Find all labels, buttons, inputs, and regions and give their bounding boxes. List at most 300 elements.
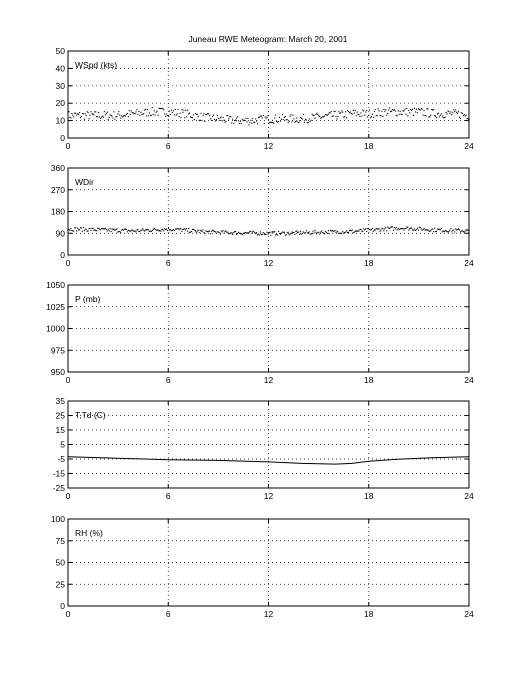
wspd-point xyxy=(243,120,244,121)
wspd-point xyxy=(270,122,271,123)
wspd-point xyxy=(321,117,322,118)
wdir-point xyxy=(423,229,424,230)
wdir-point xyxy=(206,231,207,232)
wspd-point xyxy=(146,115,147,116)
wspd-point xyxy=(446,113,447,114)
wspd-point xyxy=(382,116,383,117)
wdir-point xyxy=(215,231,216,232)
wspd-point xyxy=(129,110,130,111)
wspd-point xyxy=(361,115,362,116)
wspd-point xyxy=(365,112,366,113)
wdir-point xyxy=(159,230,160,231)
wspd-point xyxy=(356,115,357,116)
wdir-point xyxy=(162,229,163,230)
wspd-point xyxy=(109,117,110,118)
wspd-point xyxy=(381,111,382,112)
wspd-point xyxy=(249,122,250,123)
wdir-point xyxy=(309,231,310,232)
wspd-point xyxy=(262,117,263,118)
wspd-point xyxy=(355,110,356,111)
wspd-point xyxy=(202,115,203,116)
wspd-point xyxy=(317,114,318,115)
wspd-point xyxy=(295,121,296,122)
wspd-point xyxy=(203,113,204,114)
wspd-point xyxy=(122,116,123,117)
wdir-point xyxy=(368,228,369,229)
wspd-point xyxy=(242,119,243,120)
wspd-point xyxy=(406,108,407,109)
wdir-point xyxy=(271,231,272,232)
wdir-point xyxy=(163,230,164,231)
wspd-point xyxy=(335,116,336,117)
wdir-point xyxy=(444,231,445,232)
wdir-point xyxy=(169,229,170,230)
wspd-point xyxy=(168,116,169,117)
wdir-point xyxy=(409,228,410,229)
wspd-point xyxy=(215,120,216,121)
pressure-panel-label: P (mb) xyxy=(75,294,101,304)
wdir-point xyxy=(240,233,241,234)
wspd-point xyxy=(409,112,410,113)
wdir-point xyxy=(72,230,73,231)
wspd-point xyxy=(212,116,213,117)
wspd-point xyxy=(380,115,381,116)
rh-ytick-label: 50 xyxy=(55,557,65,568)
wdir-point xyxy=(392,226,393,227)
wdir-point xyxy=(254,232,255,233)
wspd-point xyxy=(324,115,325,116)
wdir-point xyxy=(454,231,455,232)
pressure-xtick-label: 12 xyxy=(263,375,274,385)
wspd-point xyxy=(424,115,425,116)
wdir-point xyxy=(127,231,128,232)
wspd-point xyxy=(70,117,71,118)
wspd-point xyxy=(404,109,405,110)
wdir-point xyxy=(279,233,280,234)
wdir-point xyxy=(117,232,118,233)
wdir-point xyxy=(83,227,84,228)
wdir-point xyxy=(174,230,175,231)
wspd-point xyxy=(379,115,380,116)
wspd-point xyxy=(94,111,95,112)
wspd-point xyxy=(416,109,417,110)
wdir-point xyxy=(253,231,254,232)
wdir-point xyxy=(364,229,365,230)
wdir-point xyxy=(179,229,180,230)
wdir-point xyxy=(442,231,443,232)
wspd-point xyxy=(320,118,321,119)
rh-panel-label: RH (%) xyxy=(75,528,103,538)
pressure-ytick-label: 950 xyxy=(50,367,65,377)
wdir-point xyxy=(259,234,260,235)
wdir-point xyxy=(334,231,335,232)
wdir-point xyxy=(360,229,361,230)
wdir-point xyxy=(195,230,196,231)
wdir-point xyxy=(238,232,239,233)
wspd-point xyxy=(469,119,470,120)
wdir-point xyxy=(200,230,201,231)
wspd-point xyxy=(74,113,75,114)
wspd-point xyxy=(288,122,289,123)
wspd-point xyxy=(180,117,181,118)
wdir-ytick-label: 360 xyxy=(50,163,65,173)
wspd-point xyxy=(247,118,248,119)
wdir-point xyxy=(400,228,401,229)
wspd-point xyxy=(345,111,346,112)
rh-ytick-label: 0 xyxy=(60,601,65,611)
wspd-ytick-label: 50 xyxy=(55,46,65,56)
wdir-point xyxy=(186,228,187,229)
wdir-point xyxy=(369,229,370,230)
wspd-point xyxy=(433,109,434,110)
wdir-point xyxy=(171,230,172,231)
wspd-point xyxy=(246,121,247,122)
wspd-point xyxy=(454,111,455,112)
wspd-point xyxy=(335,111,336,112)
wdir-panel-label: WDir xyxy=(75,177,94,187)
wspd-point xyxy=(89,118,90,119)
wspd-point xyxy=(200,120,201,121)
wspd-point xyxy=(417,112,418,113)
wdir-point xyxy=(363,228,364,229)
wdir-point xyxy=(317,232,318,233)
wdir-point xyxy=(381,228,382,229)
wspd-point xyxy=(428,116,429,117)
wdir-point xyxy=(94,229,95,230)
wdir-point xyxy=(347,232,348,233)
wdir-point xyxy=(191,231,192,232)
wspd-point xyxy=(392,109,393,110)
wdir-point xyxy=(176,229,177,230)
wdir-ytick-label: 180 xyxy=(50,206,65,217)
wspd-point xyxy=(223,117,224,118)
wspd-point xyxy=(73,116,74,117)
wspd-point xyxy=(194,119,195,120)
wspd-point xyxy=(85,113,86,114)
wdir-point xyxy=(136,229,137,230)
wspd-point xyxy=(191,117,192,118)
wspd-point xyxy=(223,120,224,121)
wspd-point xyxy=(414,108,415,109)
wspd-ytick-label: 20 xyxy=(55,98,65,109)
wspd-point xyxy=(386,115,387,116)
wspd-point xyxy=(237,116,238,117)
wdir-point xyxy=(114,230,115,231)
wdir-point xyxy=(405,228,406,229)
wdir-point xyxy=(417,228,418,229)
wspd-point xyxy=(254,122,255,123)
wdir-point xyxy=(146,229,147,230)
wdir-point xyxy=(274,231,275,232)
wspd-point xyxy=(338,111,339,112)
wspd-point xyxy=(246,118,247,119)
wspd-point xyxy=(294,122,295,123)
wdir-point xyxy=(464,232,465,233)
wspd-point xyxy=(351,113,352,114)
wdir-point xyxy=(151,231,152,232)
wspd-point xyxy=(216,119,217,120)
wspd-point xyxy=(339,113,340,114)
wspd-point xyxy=(315,114,316,115)
wdir-point xyxy=(101,228,102,229)
wdir-point xyxy=(411,227,412,228)
wdir-point xyxy=(188,228,189,229)
wspd-point xyxy=(255,118,256,119)
wspd-point xyxy=(372,114,373,115)
wspd-point xyxy=(415,111,416,112)
wspd-point xyxy=(157,115,158,116)
wspd-xtick-label: 12 xyxy=(263,141,274,151)
wdir-point xyxy=(388,228,389,229)
wspd-point xyxy=(148,115,149,116)
wdir-point xyxy=(143,230,144,231)
wspd-point xyxy=(445,117,446,118)
wdir-point xyxy=(158,230,159,231)
wspd-point xyxy=(201,113,202,114)
wdir-point xyxy=(395,228,396,229)
wdir-point xyxy=(213,230,214,231)
wspd-point xyxy=(388,110,389,111)
temp-panel xyxy=(53,396,474,501)
wdir-point xyxy=(393,230,394,231)
wspd-panel xyxy=(56,46,474,151)
pressure-xtick-label: 0 xyxy=(65,375,71,385)
wdir-point xyxy=(348,232,349,233)
wdir-point xyxy=(320,232,321,233)
wdir-point xyxy=(459,229,460,230)
wspd-point xyxy=(348,111,349,112)
wspd-point xyxy=(83,113,84,114)
wspd-point xyxy=(155,114,156,115)
wspd-point xyxy=(429,116,430,117)
wspd-point xyxy=(384,111,385,112)
wdir-point xyxy=(424,230,425,231)
wspd-point xyxy=(199,120,200,121)
wspd-point xyxy=(468,119,469,120)
wdir-point xyxy=(167,230,168,231)
wdir-point xyxy=(170,229,171,230)
wspd-point xyxy=(86,115,87,116)
wdir-point xyxy=(331,231,332,232)
wspd-point xyxy=(302,118,303,119)
wspd-axes-box xyxy=(68,51,469,138)
rh-ytick-label: 100 xyxy=(50,514,65,524)
wdir-point xyxy=(282,231,283,232)
wdir-point xyxy=(306,230,307,231)
wdir-point xyxy=(126,229,127,230)
wspd-point xyxy=(197,114,198,115)
wspd-point xyxy=(162,108,163,109)
wdir-point xyxy=(295,231,296,232)
wspd-point xyxy=(209,115,210,116)
wdir-point xyxy=(89,228,90,229)
wdir-point xyxy=(132,229,133,230)
wspd-point xyxy=(196,114,197,115)
wdir-point xyxy=(421,228,422,229)
wdir-point xyxy=(270,235,271,236)
wspd-xtick-label: 18 xyxy=(364,141,374,151)
wdir-point xyxy=(275,234,276,235)
wdir-point xyxy=(91,228,92,229)
wdir-point xyxy=(353,232,354,233)
wspd-point xyxy=(147,109,148,110)
wdir-point xyxy=(297,232,298,233)
wspd-point xyxy=(455,109,456,110)
wdir-point xyxy=(153,229,154,230)
wdir-point xyxy=(345,232,346,233)
wspd-xtick-label: 6 xyxy=(165,141,171,151)
wspd-point xyxy=(142,114,143,115)
rh-panel xyxy=(51,514,474,619)
wdir-point xyxy=(445,230,446,231)
wdir-point xyxy=(243,233,244,234)
wspd-point xyxy=(102,116,103,117)
wdir-point xyxy=(185,229,186,230)
wdir-point xyxy=(177,228,178,229)
wspd-point xyxy=(128,116,129,117)
wdir-point xyxy=(255,233,256,234)
wdir-point xyxy=(413,230,414,231)
wspd-point xyxy=(227,115,228,116)
wspd-point xyxy=(378,108,379,109)
wdir-point xyxy=(115,229,116,230)
wspd-point xyxy=(153,114,154,115)
wspd-point xyxy=(448,111,449,112)
wdir-point xyxy=(130,231,131,232)
wdir-point xyxy=(397,229,398,230)
wdir-point xyxy=(373,231,374,232)
wdir-point xyxy=(262,234,263,235)
wspd-point xyxy=(245,120,246,121)
rh-xtick-label: 18 xyxy=(364,609,374,619)
wdir-point xyxy=(286,234,287,235)
wspd-point xyxy=(463,115,464,116)
wspd-point xyxy=(250,120,251,121)
wdir-point xyxy=(69,230,70,231)
wspd-point xyxy=(111,115,112,116)
wspd-point xyxy=(186,116,187,117)
wspd-point xyxy=(363,110,364,111)
wdir-point xyxy=(272,231,273,232)
wdir-point xyxy=(252,231,253,232)
wspd-point xyxy=(125,116,126,117)
wspd-point xyxy=(290,114,291,115)
wdir-point xyxy=(202,229,203,230)
wspd-point xyxy=(198,116,199,117)
wdir-point xyxy=(362,231,363,232)
wdir-point xyxy=(292,232,293,233)
wdir-point xyxy=(339,233,340,234)
wspd-point xyxy=(333,115,334,116)
wdir-point xyxy=(321,230,322,231)
wspd-point xyxy=(370,117,371,118)
wspd-point xyxy=(314,118,315,119)
wspd-point xyxy=(118,111,119,112)
wspd-point xyxy=(75,113,76,114)
wdir-point xyxy=(103,228,104,229)
wdir-point xyxy=(224,231,225,232)
wspd-point xyxy=(397,115,398,116)
wspd-point xyxy=(210,118,211,119)
wspd-point xyxy=(276,121,277,122)
wspd-point xyxy=(112,118,113,119)
wdir-point xyxy=(468,230,469,231)
wdir-point xyxy=(184,228,185,229)
wspd-point xyxy=(184,117,185,118)
wspd-point xyxy=(401,114,402,115)
wspd-point xyxy=(76,115,77,116)
wspd-point xyxy=(273,123,274,124)
wdir-point xyxy=(164,228,165,229)
wspd-point xyxy=(389,107,390,108)
wdir-point xyxy=(175,228,176,229)
wspd-point xyxy=(374,111,375,112)
wdir-point xyxy=(106,229,107,230)
wdir-point xyxy=(450,228,451,229)
wspd-point xyxy=(353,110,354,111)
wdir-point xyxy=(402,228,403,229)
wdir-point xyxy=(402,228,403,229)
wspd-point xyxy=(248,124,249,125)
wdir-point xyxy=(370,229,371,230)
wspd-point xyxy=(98,112,99,113)
wspd-point xyxy=(272,122,273,123)
wdir-point xyxy=(95,230,96,231)
wspd-point xyxy=(453,109,454,110)
wspd-point xyxy=(400,111,401,112)
wdir-point xyxy=(120,232,121,233)
wspd-point xyxy=(136,109,137,110)
temp-ytick-label: 35 xyxy=(55,396,65,406)
wdir-point xyxy=(440,229,441,230)
wdir-point xyxy=(281,233,282,234)
wspd-point xyxy=(385,109,386,110)
pressure-ytick-label: 1000 xyxy=(46,323,65,334)
wspd-point xyxy=(264,123,265,124)
wdir-point xyxy=(245,232,246,233)
wspd-point xyxy=(178,109,179,110)
wspd-point xyxy=(349,112,350,113)
wdir-point xyxy=(239,233,240,234)
wspd-point xyxy=(78,114,79,115)
wspd-point xyxy=(373,117,374,118)
wdir-point xyxy=(390,227,391,228)
wdir-point xyxy=(211,231,212,232)
wdir-point xyxy=(299,234,300,235)
wspd-point xyxy=(394,109,395,110)
wdir-point xyxy=(193,229,194,230)
wspd-point xyxy=(154,110,155,111)
wspd-point xyxy=(267,117,268,118)
wspd-point xyxy=(166,114,167,115)
wdir-point xyxy=(357,231,358,232)
wdir-point xyxy=(203,232,204,233)
wdir-point xyxy=(104,228,105,229)
wdir-point xyxy=(246,232,247,233)
wspd-point xyxy=(71,113,72,114)
wdir-point xyxy=(198,230,199,231)
wdir-point xyxy=(228,233,229,234)
wspd-point xyxy=(149,112,150,113)
wspd-point xyxy=(233,123,234,124)
wdir-point xyxy=(246,232,247,233)
wdir-point xyxy=(424,228,425,229)
wdir-point xyxy=(461,231,462,232)
wspd-point xyxy=(438,113,439,114)
wdir-point xyxy=(233,232,234,233)
wdir-point xyxy=(333,231,334,232)
wspd-point xyxy=(285,116,286,117)
